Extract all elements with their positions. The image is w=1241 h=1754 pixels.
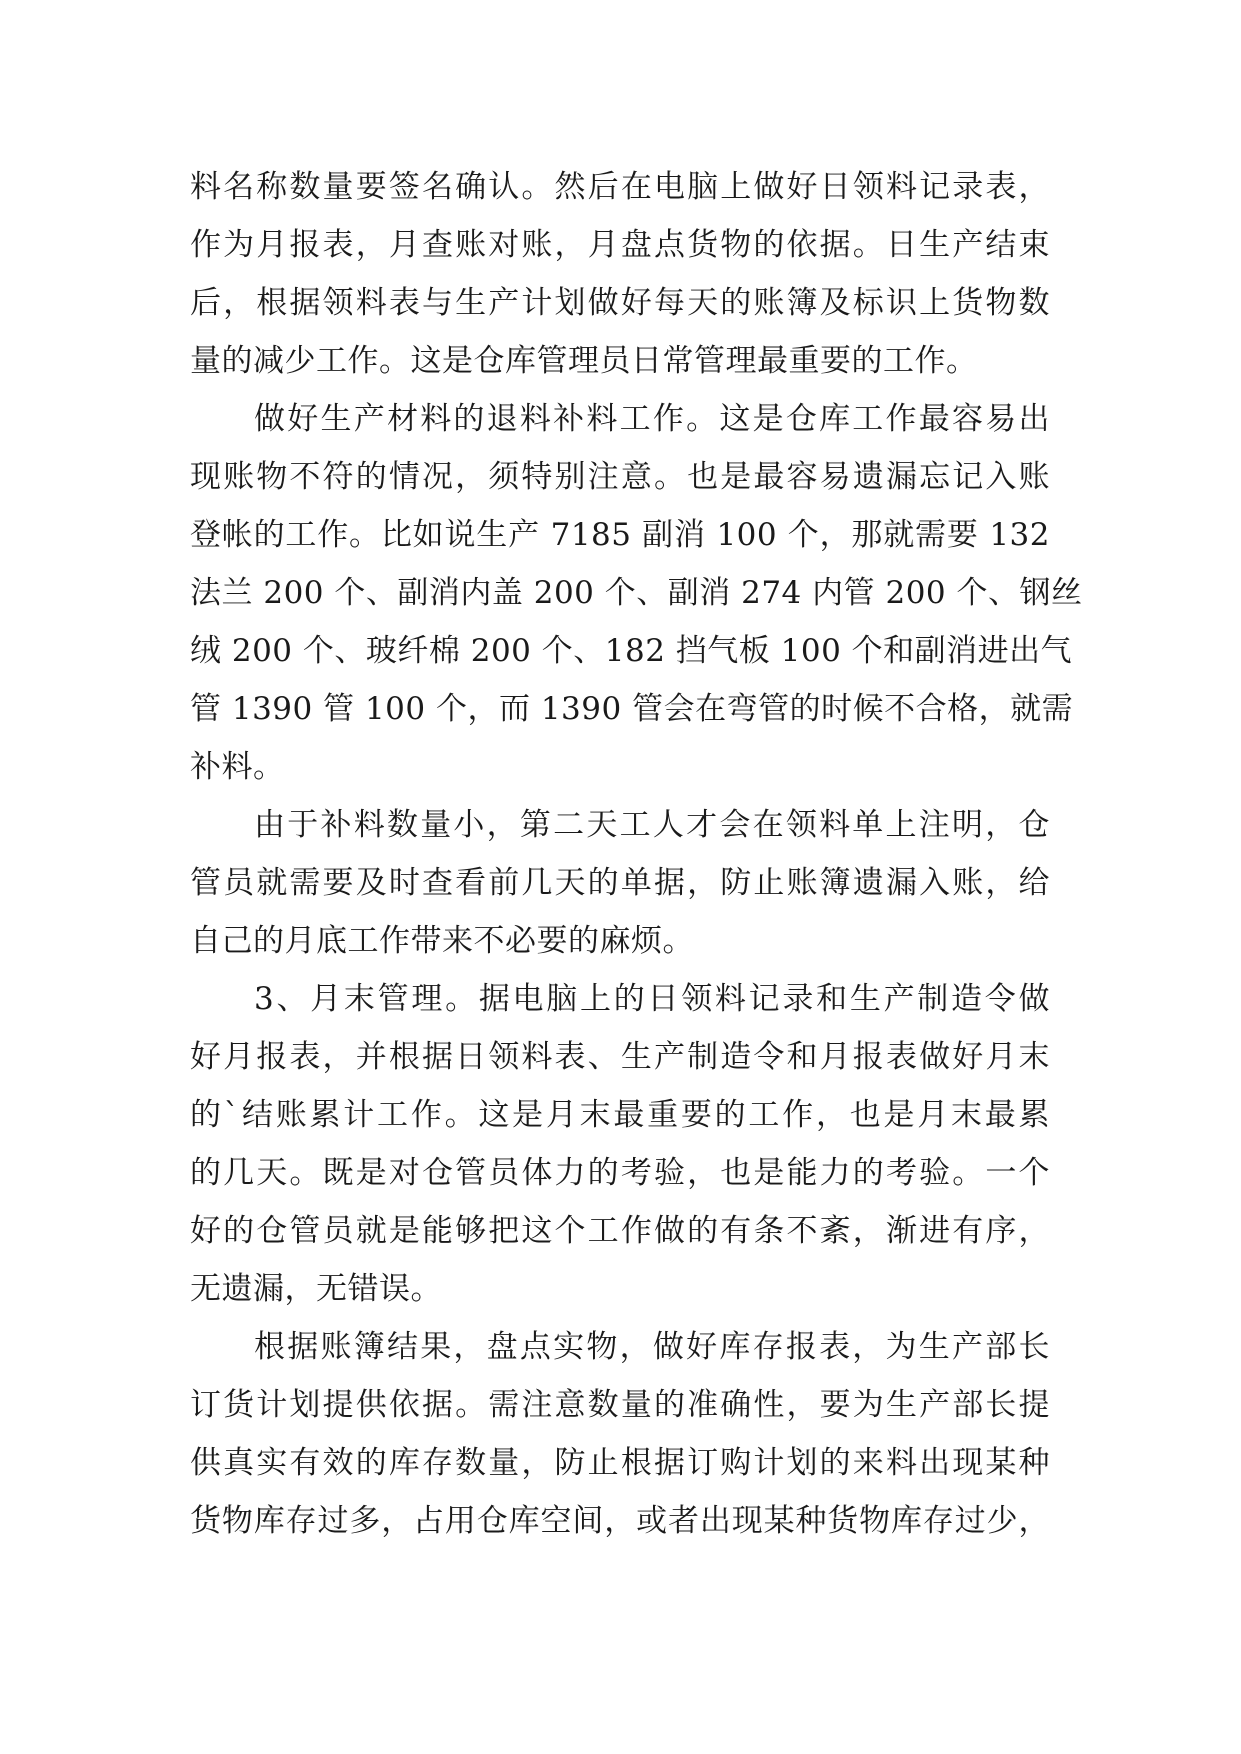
text-line: 无遗漏，无错误。 <box>190 1271 442 1307</box>
text-line: 绒 200 个、玻纤棉 200 个、182 挡气板 100 个和副消进出气 <box>190 633 1073 669</box>
text-line: 补料。 <box>190 749 285 785</box>
text-line: 后，根据领料表与生产计划做好每天的账簿及标识上货物数 <box>190 285 1050 321</box>
text-line: 自己的月底工作带来不必要的麻烦。 <box>190 923 694 959</box>
text-line: 作为月报表，月查账对账，月盘点货物的依据。日生产结束 <box>190 227 1050 263</box>
text-line: 供真实有效的库存数量，防止根据订购计划的来料出现某种 <box>190 1445 1050 1481</box>
text-line: 好月报表，并根据日领料表、生产制造令和月报表做好月末 <box>190 1039 1050 1075</box>
paragraph-1 <box>190 158 1050 390</box>
text-line: 3、月末管理。据电脑上的日领料记录和生产制造令做 <box>254 981 1050 1017</box>
paragraph-5 <box>190 1318 1050 1550</box>
text-line: 好的仓管员就是能够把这个工作做的有条不紊，渐进有序， <box>190 1213 1050 1249</box>
paragraph-3 <box>190 796 1050 970</box>
paragraph-4 <box>190 970 1050 1318</box>
text-line: 登帐的工作。比如说生产 7185 副消 100 个，那就需要 132 <box>190 517 1050 553</box>
text-line: 量的减少工作。这是仓库管理员日常管理最重要的工作。 <box>190 343 978 379</box>
text-line: 做好生产材料的退料补料工作。这是仓库工作最容易出 <box>254 401 1050 437</box>
text-line: 现账物不符的情况，须特别注意。也是最容易遗漏忘记入账 <box>190 459 1050 495</box>
text-line: 料名称数量要签名确认。然后在电脑上做好日领料记录表， <box>190 169 1050 205</box>
text-line: 法兰 200 个、副消内盖 200 个、副消 274 内管 200 个、钢丝 <box>190 575 1083 611</box>
text-line: 订货计划提供依据。需注意数量的准确性，要为生产部长提 <box>190 1387 1050 1423</box>
text-line: 管员就需要及时查看前几天的单据，防止账簿遗漏入账，给 <box>190 865 1050 901</box>
text-line: 根据账簿结果，盘点实物，做好库存报表，为生产部长 <box>254 1329 1050 1365</box>
text-line: 管 1390 管 100 个，而 1390 管会在弯管的时候不合格，就需 <box>190 691 1074 727</box>
text-line: 货物库存过多，占用仓库空间，或者出现某种货物库存过少， <box>190 1503 1050 1539</box>
paragraph-2 <box>190 390 1083 796</box>
text-line: 由于补料数量小，第二天工人才会在领料单上注明，仓 <box>254 807 1050 843</box>
text-line: 的几天。既是对仓管员体力的考验，也是能力的考验。一个 <box>190 1155 1050 1191</box>
document-body <box>190 158 1083 1550</box>
text-line: 的`结账累计工作。这是月末最重要的工作，也是月末最累 <box>190 1097 1050 1133</box>
